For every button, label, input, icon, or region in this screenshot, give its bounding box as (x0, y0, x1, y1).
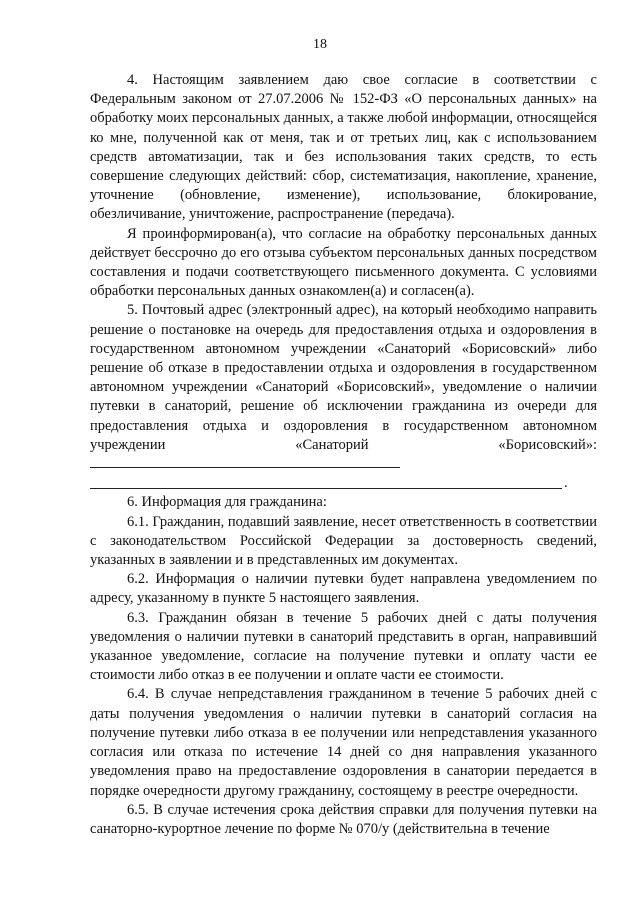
address-end-mark: . (564, 475, 568, 492)
postal-address-text: 5. Почтовый адрес (электронный адрес), на который необходимо направить решение о постановке на очередь для предоставления отдыха и оздоровления в государственном автономном учреждении «Санаторий «Борисовский» либо решение об отказе в предоставлении отдыха и оздоровления в государственном автономном учреждении «Санаторий «Борисовский», уведомление о наличии путевки в санаторий, решение об исключении гражданина из очереди для предоставления отдыха и оздоровления в государственном автономном учреждении «Санаторий «Борисовский»: (90, 302, 597, 453)
address-input-line-2[interactable] (90, 476, 562, 489)
info-heading: 6. Информация для гражданина: (127, 494, 327, 511)
info-paragraph-6-2: 6.2. Информация о наличии путевки будет направлена уведомлением по адресу, указанному в пункте 5 настоящего заявления. (90, 571, 597, 607)
page-number: 18 (313, 37, 327, 52)
document-body (90, 71, 597, 839)
consent-validity-paragraph: Я проинформирован(а), что согласие на обработку персональных данных действует бессрочно до его отзыва субъектом персональных данных посредством составления и подачи соответствующего письменного документа. С условиями обработки персональных данных ознакомлен(а) и согласен(а). (90, 225, 597, 300)
address-input-line[interactable] (90, 455, 400, 468)
postal-address-paragraph (90, 301, 597, 474)
info-paragraph-6-3: 6.3. Гражданин обязан в течение 5 рабочих дней с даты получения уведомления о наличии путевки в санаторий представить в орган, направивший указанное уведомление, согласие на получение путевки и оплату части ее стоимости либо отказ в ее получении и оплате части ее стоимости. (90, 609, 597, 684)
info-paragraph-6-1: 6.1. Гражданин, подавший заявление, несет ответственность в соответствии с законодательством Российской Федерации за достоверность сведений, указанных в заявлении и в представленных им документах. (90, 513, 598, 569)
info-paragraph-6-5: 6.5. В случае истечения срока действия справки для получения путевки на санаторно-курортное лечение по форме № 070/у (действительна в течение (90, 801, 597, 837)
address-continuation-line (90, 474, 597, 493)
consent-paragraph: 4. Настоящим заявлением даю свое согласие в соответствии с Федеральным законом от 27.07.2006 № 152-ФЗ «О персональных данных» на обработку моих персональных данных, а также любой информации, относящейся ко мне, полученной как от меня, так и от третьих лиц, как с использованием средств автоматизации, так и без использования таких средств, то есть совершение следующих действий: сбор, систематизация, накопление, хранение, уточнение (обновление, изменение), использование, блокирование, обезличивание, уничтожение, распространение (передача). (90, 72, 597, 223)
info-paragraph-6-4: 6.4. В случае непредставления гражданином в течение 5 рабочих дней с даты получения уведомления о наличии путевки в санаторий согласия на получение путевки либо отказа в ее получении или непредставления указанного согласия или отказа по истечение 14 дней со дня направления указанного уведомления право на предоставление оздоровления в санатории передается в порядке очередности другому гражданину, состоящему в реестре очередности. (90, 686, 597, 799)
